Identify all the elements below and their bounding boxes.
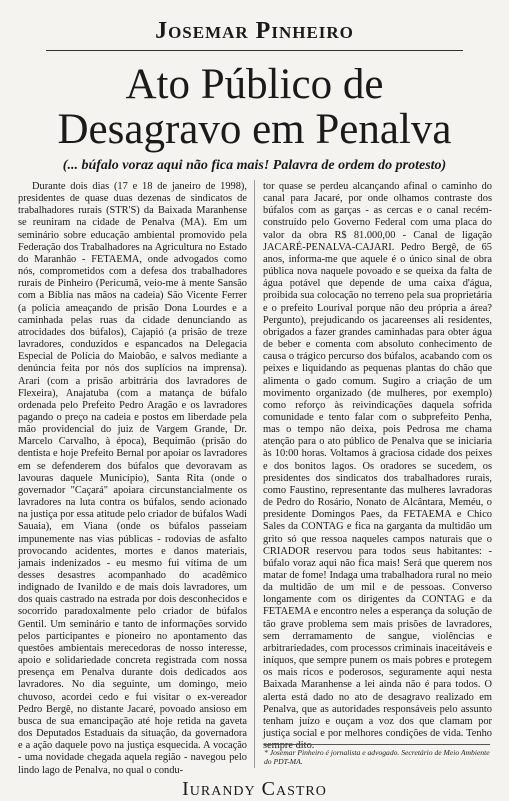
cartoonist-credit: Iurandy Castro bbox=[182, 778, 327, 800]
header-rule bbox=[46, 50, 463, 51]
author-byline: Josemar Pinheiro bbox=[155, 18, 354, 44]
left-column-text: Durante dois dias (17 e 18 de janeiro de 1998), presidentes de quase duas dezenas de sindicatos de trabalhadores rurais (STR'S) da Baixada Maranhense se reuniram na cidade de Penalva (MA). Em um seminário sobre educação ambiental promovido pela Federação dos Trabalhadores na Agricultura no Estado do Maranhão - FETAEMA, onde advogados como nós, comprometidos com a defesa dos trabalhadores rurais de Pinheiro (Pericumã, veio-me à mente Sansão com a Bíblia nas mãos na cadeia) São Vicente Ferrer (a polícia ameaçando de prisão Dona Lourdes e a caminhada pelas ruas da cidade denunciando as atrocidades dos búfalos), Cajapió (a prisão de treze lavradores, conduzidos e espancados na Delegacia Especial de Polícia do Maiobão, e salvos mediante a denúncia feita por nós dos suplícios na imprensa). Arari (com a prisão arbitrária dos lavradores de Flexeira), Anajatuba (com a matança de búfalo ordenada pelo Prefeito Pedro Aragão e os lavradores pagando o preço na cadeia e postos em liberdade pela mão providencial do juiz de Vargem Grande, Dr. Marcelo Carvalho, à época), Bequimão (prisão do dentista e hoje Prefeito Bernal por apoiar os lavradores em se defenderem dos búfalos que devoravam as lavouras daquele Município), Santa Rita (onde o governador "Caçará" apoiara circunstancialmente os lavradores na luta contra os búfalos, sendo acionado na justiça por essa atitude pelo criador de búfalos Wadi Sauaia), em Viana (onde os búfalos passeiam impunemente nas vias públicas - rodovias de asfalto provocando acidentes, mortes e danos materiais, jamais indenizados - eu mesmo fui vítima de um desses desastres acompanhado do acadêmico indignado de Ivanildo e de mais dois lavradores, um dos quais castrado na estrada por dois desconhecidos e socorrido paradoxalmente pelo criador de búfalos Gentil. Um seminário e tanto de informações sorvido pelos participantes e pioneiro no apontamento das questões ambientais merecedoras de nosso interesse, apoio e solidariedade concreta registrada com nossa presença em Penalva durante dois dedicados aos lavradores. No dia seguinte, um domingo, meio chuvoso, acordei cedo e fui visitar o ex-vereador Pedro Bergê, no distante Jacaré, povoado ansioso em busca de sua emancipação até hoje retida na gaveta dos Deputados Estaduais da situação, da governadora e a ação daquele povo na justiça esquecida. A vocação - uma novidade chegada aquela região - navegou pelo lindo lago de Penalva, no qual o condu- bbox=[18, 181, 247, 776]
headline-line-2: Desagravo em Penalva bbox=[57, 106, 452, 153]
right-column-text: tor quase se perdeu alcançando afinal o caminho do canal para Jacaré, por onde olhamos contraste dos búfalos com as garças - as cercas e o canal recém-construído pelo Governo Federal com uma placa do valor da obra R$ 81.000,00 - Canal de ligação JACARÉ-PENALVA-CAJARI. Pedro Bergê, de 65 anos, informa-me que aquele é o único sinal de obra pública nova naquele povoado e se queixa da falta de água potável que depende de uma caixa d'água, proibida sua colocação no terreno pela sua proprietária e o prefeito Lourival porque não deu própria a área? Pergunto), prejudicando os jacareenses ali residentes, obrigados a fazer grandes caminhadas para obter água de beber e comenta com absoluto conhecimento de causa o trágico percurso dos búfalos, acabando com os peixes e liquidando as pequenas plantas do chão que alimenta o gado comum. Sugiro a criação de um movimento organizado (de mulheres, por exemplo) como reforço às reivindicações daquela sofrida comunidade e tento falar com o subprefeito Penha, mas o tempo não deixa, pois Pedrosa me chama atenção para o ato público de Penalva que se iniciaria às 10:00 horas. Voltamos à graciosa cidade dos peixes e dos bonitos lagos. Os oradores se sucedem, os presidentes dos sindicatos dos trabalhadores rurais, como Faustino, representante das mulheres lavradoras de Pedro do Rosário, Nonato de Alcântara, Meméu, o presidente Domingos Paes, da FETAEMA e Chico Sales da CONTAG e fica na garganta da multidão um grito só que ressoa naqueles campos naturais que o CRIADOR reservou para todos seus habitantes: - búfalo voraz aqui não fica mais! Será que querem nos matar de fome! Indaga uma trabalhadora rural no meio da multidão de um mil e de pessoas. Converso longamente com os dirigentes da CONTAG e da FETAEMA e encontro neles a esperança da solução de tão grave problema sem mais prisões de lavradores, sem derramamento de sangue, violências e arbitrariedades, com processos criminais inaceitáveis e iníquos, que sempre punem os mais pobres e protegem os mais ricos e poderosos, seguramente aqui nesta Baixada Maranhense a lei ainda não é para todos. O alerta está dado no ato de desagravo realizado em Penalva, que as autoridades responsáveis pelo assunto tenham juízo e ouçam a voz dos que clamam por justiça social e por melhores condições de vida. Tenho sempre dito. bbox=[263, 181, 492, 752]
article-subhead: (... búfalo voraz aqui não fica mais! Palavra de ordem do protesto) bbox=[62, 158, 447, 173]
headline-line-1: Ato Público de bbox=[125, 61, 384, 108]
column-divider bbox=[254, 180, 255, 768]
footnote-rule bbox=[264, 744, 490, 745]
article-column-right bbox=[263, 181, 492, 752]
article-headline bbox=[0, 62, 509, 152]
article-column-left bbox=[18, 181, 247, 776]
author-footnote: * Josemar Pinheiro é jornalista e advogado. Secretário de Meio Ambiente do PDT-MA. bbox=[264, 748, 490, 766]
